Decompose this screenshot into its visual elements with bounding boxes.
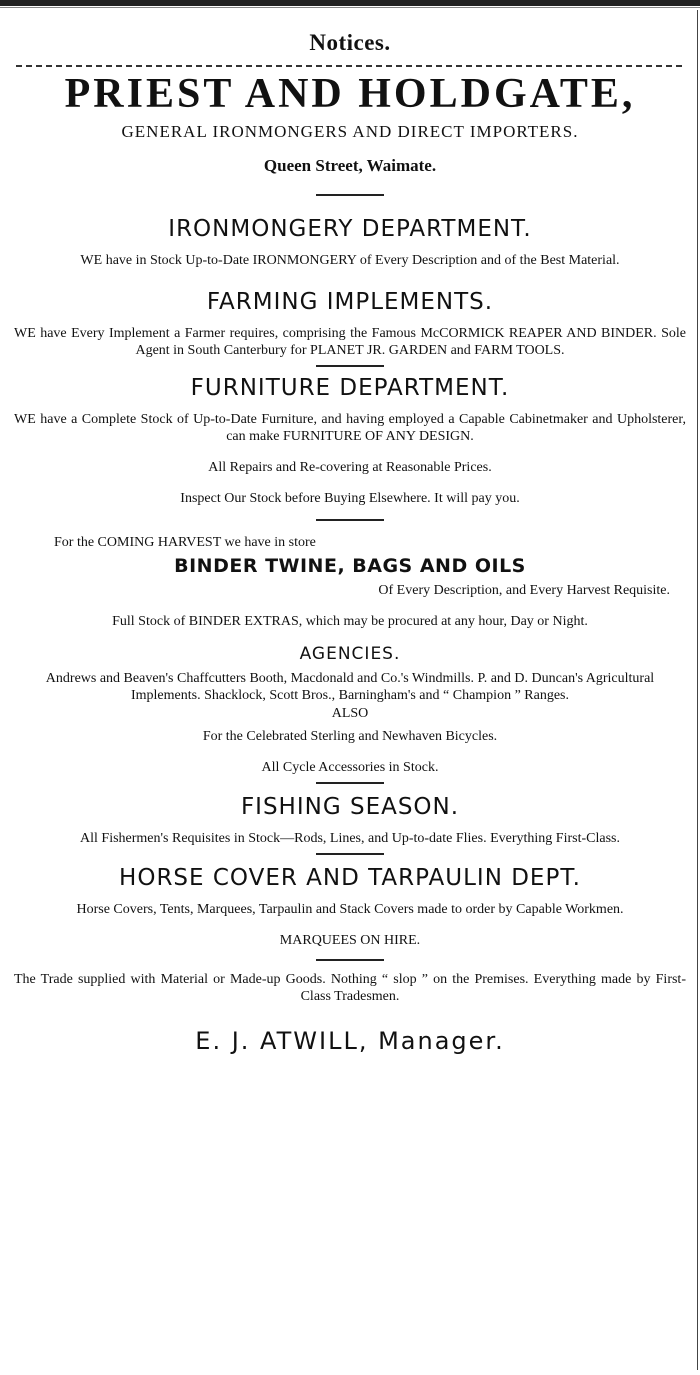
- ironmongery-heading: IRONMONGERY DEPARTMENT.: [168, 216, 532, 242]
- harvest-extras: Full Stock of BINDER EXTRAS, which may be procured at any hour, Day or Night.: [112, 614, 588, 629]
- top-border-thin: [0, 7, 700, 8]
- horse-heading: HORSE COVER AND TARPAULIN DEPT.: [119, 865, 581, 891]
- agencies-cycle: All Cycle Accessories in Stock.: [261, 760, 439, 775]
- horse-trade: The Trade supplied with Material or Made-up Goods. Nothing “ slop ” on the Premises. Everything made by First-Class Tradesmen.: [14, 972, 686, 1004]
- section-rule: [316, 365, 384, 367]
- manager-signature: E. J. ATWILL, Manager.: [195, 1027, 505, 1055]
- top-border: [0, 0, 700, 6]
- wavy-divider: [16, 60, 684, 70]
- farming-text: WE have Every Implement a Farmer requires, comprising the Famous McCORMICK REAPER AND BINDER. Sole Agent in South Canterbury for PLANET JR. GARDEN and FARM TOOLS.: [14, 326, 686, 358]
- firm-subtitle: GENERAL IRONMONGERS AND DIRECT IMPORTERS.: [121, 122, 579, 141]
- section-rule: [316, 782, 384, 784]
- farming-heading: FARMING IMPLEMENTS.: [206, 289, 494, 315]
- section-rule: [316, 519, 384, 521]
- section-rule: [316, 959, 384, 961]
- right-column-rule: [697, 10, 698, 1370]
- harvest-sub: Of Every Description, and Every Harvest Requisite.: [378, 583, 670, 598]
- notices-heading: Notices.: [309, 30, 391, 55]
- agencies-also: ALSO: [331, 706, 369, 721]
- furniture-text: WE have a Complete Stock of Up-to-Date Furniture, and having employed a Capable Cabinetmaker and Upholsterer, can make FURNITURE OF ANY DESIGN.: [14, 412, 686, 444]
- harvest-lead: For the COMING HARVEST we have in store: [54, 535, 316, 550]
- furniture-inspect: Inspect Our Stock before Buying Elsewhere. It will pay you.: [180, 491, 520, 506]
- firm-name: PRIEST AND HOLDGATE,: [64, 71, 636, 117]
- furniture-repairs: All Repairs and Re-covering at Reasonable Prices.: [208, 460, 492, 475]
- agencies-bicycles: For the Celebrated Sterling and Newhaven Bicycles.: [202, 729, 498, 744]
- harvest-heading: BINDER TWINE, BAGS AND OILS: [174, 555, 526, 577]
- furniture-heading: FURNITURE DEPARTMENT.: [190, 375, 510, 401]
- agencies-text: Andrews and Beaven's Chaffcutters Booth, Macdonald and Co.'s Windmills. P. and D. Duncan's Agricultural Implements. Shacklock, Scott Bros., Barningham's and “ Champion ” Ranges.: [45, 671, 655, 703]
- advertisement: [10, 12, 690, 1055]
- fishing-text: All Fishermen's Requisites in Stock—Rods, Lines, and Up-to-date Flies. Everything First-Class.: [80, 831, 620, 846]
- ironmongery-text: WE have in Stock Up-to-Date IRONMONGERY of Every Description and of the Best Material.: [80, 253, 620, 268]
- agencies-heading: AGENCIES.: [299, 644, 401, 664]
- horse-text: Horse Covers, Tents, Marquees, Tarpaulin and Stack Covers made to order by Capable Workmen.: [76, 902, 624, 917]
- fishing-heading: FISHING SEASON.: [240, 794, 460, 820]
- section-rule: [316, 853, 384, 855]
- horse-marquees: MARQUEES ON HIRE.: [279, 933, 421, 948]
- section-rule: [316, 194, 384, 196]
- firm-address: Queen Street, Waimate.: [263, 156, 437, 175]
